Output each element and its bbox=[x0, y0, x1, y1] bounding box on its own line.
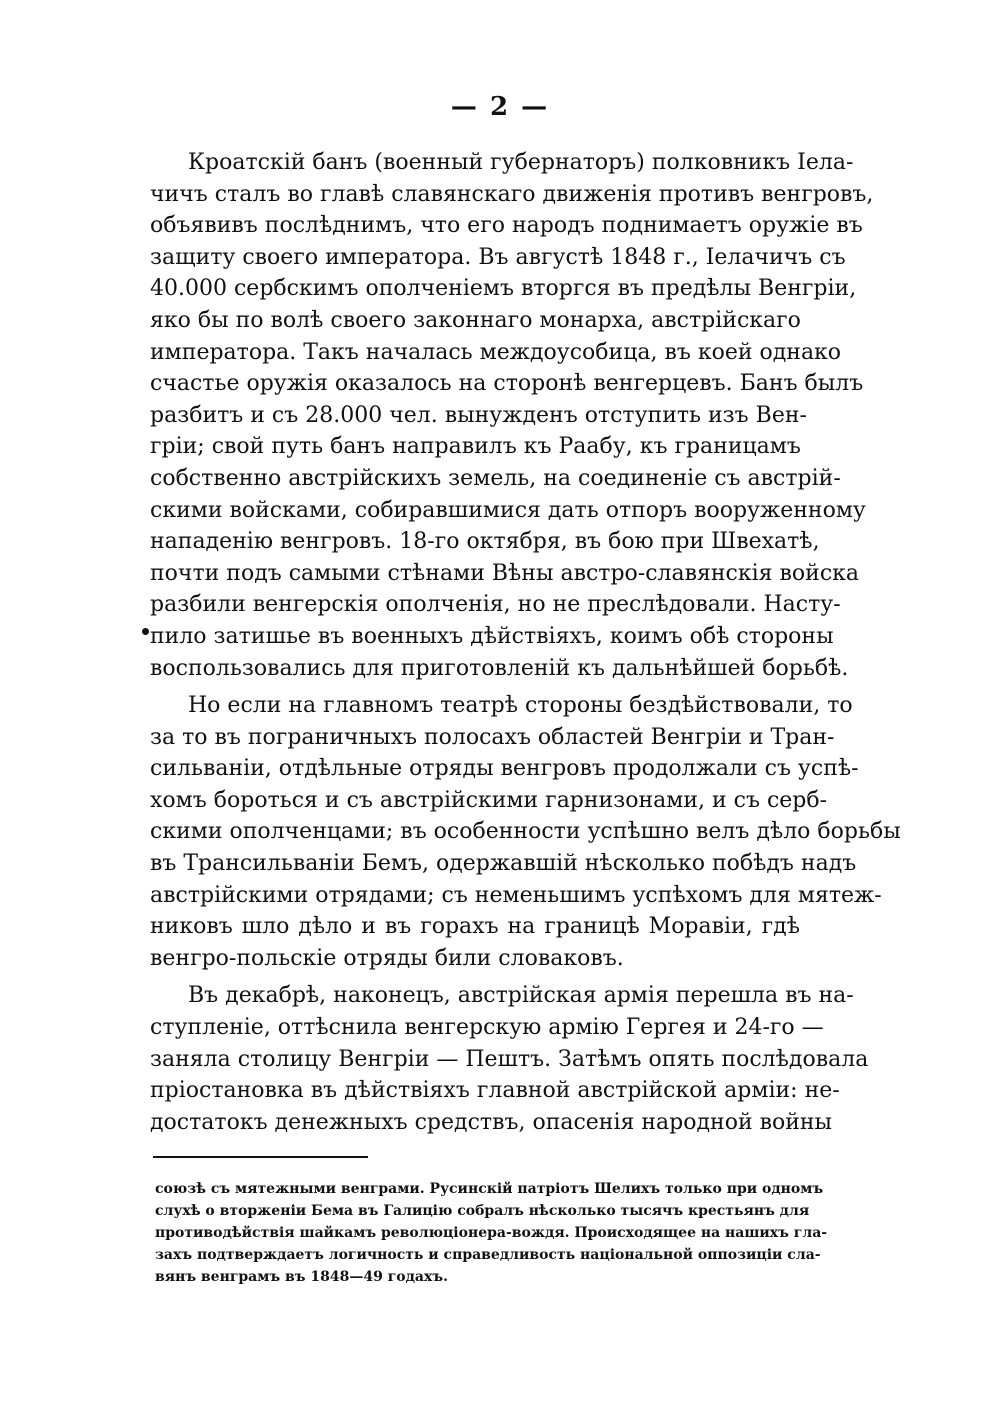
text-line: Кроатскій банъ (военный губернаторъ) полковникъ Іела- bbox=[188, 150, 854, 175]
text-line: пило затишье въ военныхъ дѣйствіяхъ, коимъ обѣ стороны bbox=[150, 623, 834, 649]
text-line: 40.000 сербскимъ ополченіемъ вторгся въ предѣлы Венгріи, bbox=[150, 276, 857, 302]
footnote-line: противодѣйствія шайкамъ революціонера-вождя. Происходящее на нашихъ гла- bbox=[155, 1225, 828, 1241]
footnote-divider bbox=[153, 1156, 368, 1158]
text-line: почти подъ самыми стѣнами Вѣны австро-славянскія войска bbox=[150, 560, 860, 586]
text-line: разбили венгерскія ополченія, но не преслѣдовали. Насту- bbox=[150, 592, 841, 618]
text-line: счастье оружія оказалось на сторонѣ венгерцевъ. Банъ былъ bbox=[150, 371, 864, 397]
text-line: австрійскими отрядами; съ неменьшимъ успѣхомъ для мятеж- bbox=[150, 882, 882, 908]
paragraph-2 bbox=[150, 690, 901, 974]
text-line: заняла столицу Венгріи — Пештъ. Затѣмъ опять послѣдовала bbox=[150, 1046, 869, 1072]
text-line: чичъ сталъ во главѣ славянскаго движенія противъ венгровъ, bbox=[150, 181, 874, 207]
text-line: Но если на главномъ театрѣ стороны бездѣйствовали, то bbox=[188, 693, 853, 719]
paragraph-3 bbox=[150, 980, 869, 1138]
text-line: достатокъ денежныхъ средствъ, опасенія народной войны bbox=[150, 1109, 833, 1135]
footnote-line: слухѣ о вторженіи Бема въ Галицію собралъ нѣсколько тысячъ крестьянъ для bbox=[155, 1203, 810, 1219]
text-line: воспользовались для приготовленій къ дальнѣйшей борьбѣ. bbox=[150, 655, 849, 681]
page-number: — 2 — bbox=[450, 92, 550, 122]
text-line: ступленіе, оттѣснила венгерскую армію Гергея и 24-го — bbox=[150, 1015, 824, 1041]
text-line: объявивъ послѣднимъ, что его народъ поднимаетъ оружіе въ bbox=[150, 213, 863, 239]
text-line: императора. Такъ началась междоусобица, въ коей однако bbox=[150, 339, 842, 365]
text-line: скими ополченцами; въ особенности успѣшно велъ дѣло борьбы bbox=[150, 819, 901, 845]
text-line: пріостановка въ дѣйствіяхъ главной австрійской арміи: не- bbox=[150, 1078, 840, 1104]
body-text bbox=[150, 147, 901, 1138]
footnote-line: союзѣ съ мятежными венграми. Русинскій патріотъ Шелихъ только при одномъ bbox=[155, 1181, 824, 1197]
text-line: хомъ бороться и съ австрійскими гарнизонами, и съ серб- bbox=[150, 787, 828, 813]
text-line: яко бы по волѣ своего законнаго монарха, австрійскаго bbox=[150, 307, 801, 333]
text-line: собственно австрійскихъ земель, на соединеніе съ австрій- bbox=[150, 465, 841, 491]
footnote-line: захъ подтверждаетъ логичность и справедливость національной оппозиціи сла- bbox=[155, 1247, 821, 1263]
text-line: сильваніи, отдѣльные отряды венгровъ продолжали съ успѣ- bbox=[150, 756, 859, 782]
text-line: скими войсками, собиравшимися дать отпоръ вооруженному bbox=[150, 497, 866, 523]
footnote-line: вянъ венграмъ въ 1848—49 годахъ. bbox=[155, 1269, 448, 1285]
paragraph-1 bbox=[150, 147, 874, 684]
text-line: нападенію венгровъ. 18-го октября, въ бою при Швехатѣ, bbox=[150, 529, 820, 555]
text-line: за то въ пограничныхъ полосахъ областей Венгріи и Тран- bbox=[150, 724, 835, 750]
text-line: въ Трансильваніи Бемъ, одержавшій нѣсколько побѣдъ надъ bbox=[150, 851, 857, 877]
text-line: разбитъ и съ 28.000 чел. вынужденъ отступить изъ Вен- bbox=[150, 402, 807, 428]
text-line: Въ декабрѣ, наконецъ, австрійская армія перешла въ на- bbox=[188, 983, 854, 1009]
text-line: гріи; свой путь банъ направилъ къ Раабу, къ границамъ bbox=[150, 434, 801, 460]
text-line: венгро-польскіе отряды били словаковъ. bbox=[150, 945, 624, 971]
margin-dot-mark bbox=[142, 628, 149, 635]
text-line: защиту своего императора. Въ августѣ 1848 г., Іелачичъ съ bbox=[150, 244, 846, 270]
text-line: никовъ шло дѣло и въ горахъ на границѣ Моравіи, гдѣ bbox=[150, 914, 800, 940]
footnote bbox=[155, 1178, 828, 1288]
